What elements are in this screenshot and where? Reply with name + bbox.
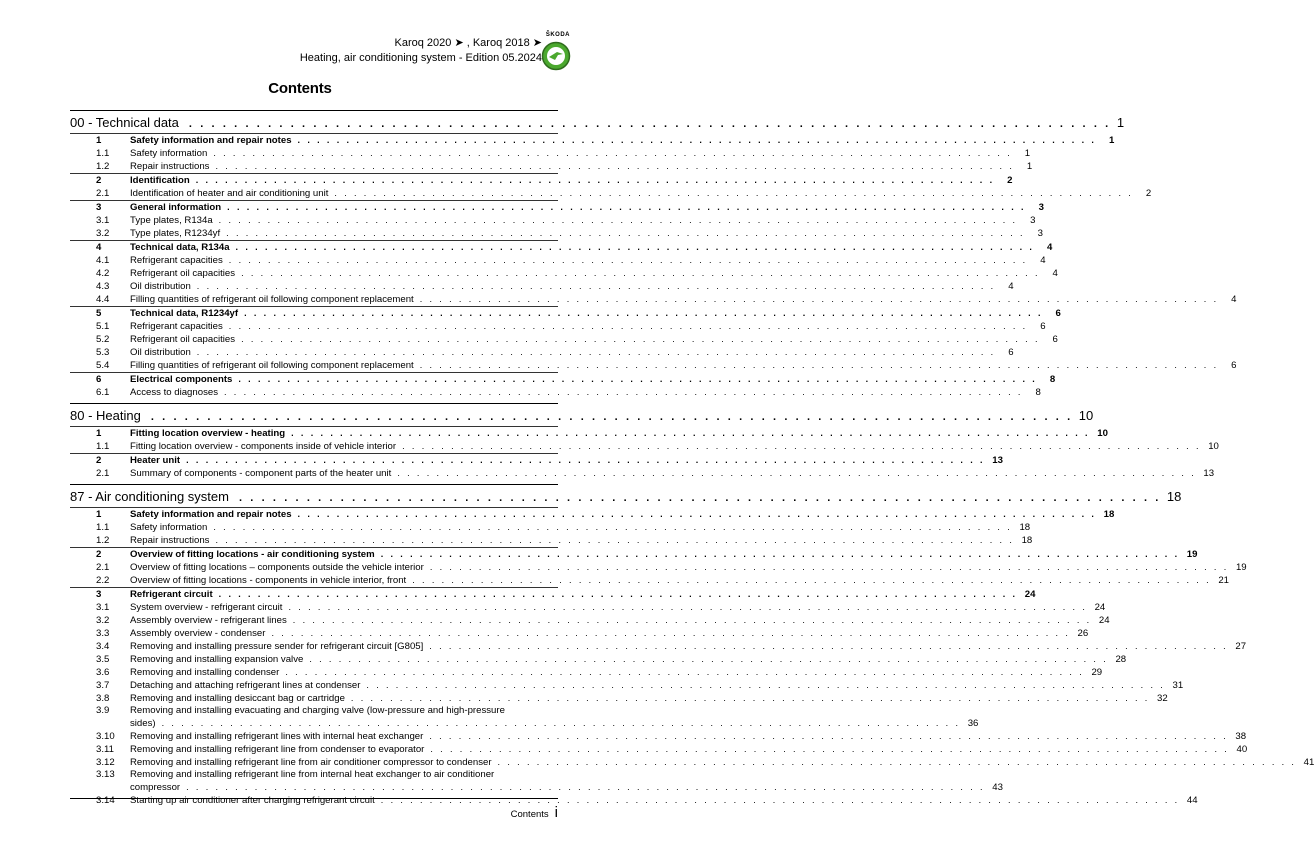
subsection-number: 3.7 [96, 680, 110, 691]
subsection-number: 1.1 [96, 522, 110, 533]
subsection-title: Refrigerant capacities [130, 255, 223, 266]
subsection-title-wrap [130, 769, 1003, 794]
leader-dots: . . . . . . . . . . . . . . . . . . . . . . . . . . . . . . . . . . . . . . . . . . . . . . . . . . . . . . . . . . . . . . . . . . . . . . . . . . . . . . . . . . [292, 615, 1092, 625]
subsection-number: 3.14 [96, 795, 115, 806]
leader-dots: . . . . . . . . . . . . . . . . . . . . . . . . . . . . . . . . . . . . . . . . . . . . . . . . . . . . . . . . . . . . . . . . . . . . . . . . . . . . . . . . . . [235, 242, 1035, 252]
section-title: Overview of fitting locations - air conditioning system [130, 549, 375, 560]
toc-subsection[interactable] [70, 187, 1152, 200]
footer-label: Contents [510, 809, 549, 820]
subsection-number: 2.1 [96, 468, 110, 479]
subsection-title: Overview of fitting locations - components in vehicle interior, front [130, 575, 407, 586]
leader-dots: . . . . . . . . . . . . . . . . . . . . . . . . . . . . . . . . . . . . . . . . . . . . . . . . . . . . . . . . . . . . . . . . . . . . . . . . . . . . . . . . . . [215, 161, 1015, 171]
subsection-page: 4 [1008, 281, 1014, 292]
section-number: 2 [96, 549, 102, 560]
subsection-title: Access to diagnoses [130, 387, 218, 398]
section-page: 8 [1049, 374, 1056, 385]
section-page: 24 [1024, 589, 1036, 600]
section-number: 2 [96, 175, 102, 186]
subsection-title-continuation: compressor [130, 782, 181, 793]
toc-subsection[interactable] [70, 769, 1003, 794]
subsection-page: 38 [1235, 731, 1247, 742]
toc-section[interactable] [70, 306, 1061, 320]
subsection-number: 3.4 [96, 641, 110, 652]
subsection-number: 3.2 [96, 228, 110, 239]
subsection-title: Repair instructions [130, 161, 210, 172]
leader-dots: . . . . . . . . . . . . . . . . . . . . . . . . . . . . . . . . . . . . . . . . . . . . . . . . . . . . . . . . . . . . . . . . . . . . . . . . . . . . . . . . . . [430, 744, 1230, 754]
chapter-title: 80 - Heating [70, 408, 141, 423]
leader-dots: . . . . . . . . . . . . . . . . . . . . . . . . . . . . . . . . . . . . . . . . . . . . . . . . . . . . . . . . . . . . . . . . . . . . . . . . . . . . . . . . . . [380, 795, 1180, 805]
subsection-number: 1.2 [96, 535, 110, 546]
leader-dots: . . . . . . . . . . . . . . . . . . . . . . . . . . . . . . . . . . . . . . . . . . . . . . . . . . . . . . . . . . . . . . . . . . . . . . . . . . . . . . . . . . [228, 321, 1028, 331]
subsection-number: 4.4 [96, 294, 110, 305]
subsection-page: 10 [1208, 441, 1219, 452]
section-number: 4 [96, 242, 102, 253]
section-title: Fitting location overview - heating [130, 428, 286, 439]
subsection-title: Fitting location overview - components inside of vehicle interior [130, 441, 397, 452]
subsection-title: System overview - refrigerant circuit [130, 602, 283, 613]
section-number: 1 [96, 135, 102, 146]
skoda-logo [540, 32, 572, 72]
subsection-page: 4 [1052, 268, 1058, 279]
subsection-number: 6.1 [96, 387, 110, 398]
subsection-number: 3.6 [96, 667, 110, 678]
subsection-title: Safety information [130, 148, 208, 159]
subsection-page: 40 [1236, 744, 1248, 755]
leader-dots: . . . . . . . . . . . . . . . . . . . . . . . . . . . . . . . . . . . . . . . . . . . . . . . . . . . . . . . . . . . . . . . . . . . . . . . . . . . . . . . . . . [429, 562, 1229, 572]
leader-dots: . . . . . . . . . . . . . . . . . . . . . . . . . . . . . . . . . . . . . . . . . . . . . . . . . . . . . . . . . . . . . . . . . . . . . . . . . . . . . . . . . . [228, 255, 1028, 265]
section-number: 2 [96, 455, 102, 466]
brand-wordmark: ŠKODA [545, 32, 570, 38]
toc-subsection[interactable] [70, 160, 1033, 173]
subsection-page: 27 [1235, 641, 1247, 652]
section-number: 6 [96, 374, 102, 385]
toc-subsection[interactable] [70, 227, 1043, 240]
subsection-number: 1.1 [96, 148, 110, 159]
chapter-title: 87 - Air conditioning system [70, 489, 229, 504]
toc-subsection[interactable] [70, 794, 1198, 807]
leader-dots: . . . . . . . . . . . . . . . . . . . . . . . . . . . . . . . . . . . . . . . . . . . . . . . . . . . . . . . . . . . . . . . . . . . . . . . . . . . . . . . . . . [366, 680, 1166, 690]
toc-section[interactable] [70, 372, 1056, 386]
subsection-number: 3.10 [96, 731, 115, 742]
subsection-number: 3.8 [96, 693, 110, 704]
subsection-number: 3.13 [96, 769, 115, 780]
table-of-contents [70, 110, 1314, 811]
subsection-page: 1 [1024, 148, 1031, 159]
toc-section[interactable] [70, 133, 1115, 147]
subsection-page: 41 [1303, 757, 1314, 768]
toc-subsection[interactable] [70, 574, 1229, 587]
footer-page-number: i [554, 804, 558, 821]
subsection-page: 6 [1040, 321, 1046, 332]
section-title: Heater unit [130, 455, 181, 466]
toc-subsection[interactable] [70, 267, 1058, 280]
subsection-title: Starting up air conditioner after charging refrigerant circuit [130, 795, 375, 806]
subsection-page: 4 [1231, 294, 1237, 305]
leader-dots: . . . . . . . . . . . . . . . . . . . . . . . . . . . . . . . . . . . . . . . . . . . . . . . . . . . . . . . . . . . . . . . . . . . . . . . . . . . . . . . . . . [412, 575, 1211, 585]
footer-divider [70, 798, 558, 799]
subsection-page: 24 [1094, 602, 1106, 613]
subsection-title: Oil distribution [130, 347, 191, 358]
toc-subsection[interactable] [70, 561, 1247, 574]
subsection-title: Removing and installing pressure sender for refrigerant circuit [G805] [130, 641, 424, 652]
toc-section[interactable] [70, 547, 1198, 561]
subsection-number: 4.2 [96, 268, 110, 279]
section-title: Identification [130, 175, 190, 186]
section-title: Refrigerant circuit [130, 589, 213, 600]
subsection-number: 3.12 [96, 757, 115, 768]
leader-dots: . . . . . . . . . . . . . . . . . . . . . . . . . . . . . . . . . . . . . . . . . . . . . . . . . . . . . . . . . . . . . . . . . . . . . . . . . . . . . . . . . . [195, 175, 995, 185]
toc-subsection[interactable] [70, 743, 1248, 756]
toc-subsection[interactable] [70, 521, 1031, 534]
section-title: Technical data, R134a [130, 242, 230, 253]
subsection-title-continuation-row [130, 717, 978, 730]
leader-dots: . . . . . . . . . . . . . . . . . . . . . . . . . . . . . . . . . . . . . . . . . . . . . . . . . . . . . . . . . . . . . . . . . . . . . . . . . . . . . . . . . . [297, 509, 1097, 519]
document-header [300, 36, 542, 66]
subsection-page: 18 [1021, 535, 1033, 546]
leader-dots: . . . . . . . . . . . . . . . . . . . . . . . . . . . . . . . . . . . . . . . . . . . . . . . . . . . . . . . . . . . . . . . . . . . . . . . . . . . . . . . . . . [291, 428, 1090, 438]
subsection-title: Removing and installing evacuating and charging valve (low-pressure and high-pressure [130, 705, 505, 716]
header-model-line: Karoq 2020 ➤ , Karoq 2018 ➤ [394, 37, 542, 49]
leader-dots: . . . . . . . . . . . . . . . . . . . . . . . . . . . . . . . . . . . . . . . . . . . . . . . . . . . . . . . . . . . . . . . . . . . . . . . . . . . . . . . . . . [227, 202, 1026, 212]
subsection-title: Detaching and attaching refrigerant lines at condenser [130, 680, 361, 691]
subsection-page: 32 [1157, 693, 1168, 704]
section-page: 19 [1186, 549, 1198, 560]
leader-dots: . . . . . . . . . . . . . . . . . . . . . . . . . . . . . . . . . . . . . . . . . . . . . . . . . . . . . . . . . . . . . . . . . . . . . . . . . . . . . . . . . . [188, 118, 1111, 130]
toc-subsection[interactable] [70, 627, 1089, 640]
leader-dots: . . . . . . . . . . . . . . . . . . . . . . . . . . . . . . . . . . . . . . . . . . . . . . . . . . . . . . . . . . . . . . . . . . . . . . . . . . . . . . . . . . [186, 782, 985, 792]
subsection-number: 1.1 [96, 441, 110, 452]
skoda-arrow-icon [541, 41, 571, 71]
leader-dots: . . . . . . . . . . . . . . . . . . . . . . . . . . . . . . . . . . . . . . . . . . . . . . . . . . . . . . . . . . . . . . . . . . . . . . . . . . . . . . . . . . [419, 360, 1219, 370]
leader-dots: . . . . . . . . . . . . . . . . . . . . . . . . . . . . . . . . . . . . . . . . . . . . . . . . . . . . . . . . . . . . . . . . . . . . . . . . . . . . . . . . . . [238, 492, 1161, 504]
subsection-title: Filling quantities of refrigerant oil following component replacement [130, 294, 414, 305]
leader-dots: . . . . . . . . . . . . . . . . . . . . . . . . . . . . . . . . . . . . . . . . . . . . . . . . . . . . . . . . . . . . . . . . . . . . . . . . . . . . . . . . . . [213, 522, 1013, 532]
leader-dots: . . . . . . . . . . . . . . . . . . . . . . . . . . . . . . . . . . . . . . . . . . . . . . . . . . . . . . . . . . . . . . . . . . . . . . . . . . . . . . . . . . [297, 135, 1097, 145]
toc-subsection[interactable] [70, 666, 1103, 679]
toc-chapter[interactable] [70, 403, 1094, 423]
subsection-page: 44 [1186, 795, 1198, 806]
section-number: 5 [96, 308, 102, 319]
leader-dots: . . . . . . . . . . . . . . . . . . . . . . . . . . . . . . . . . . . . . . . . . . . . . . . . . . . . . . . . . . . . . . . . . . . . . . . . . . . . . . . . . . [215, 535, 1015, 545]
subsection-page: 29 [1091, 667, 1103, 678]
leader-dots: . . . . . . . . . . . . . . . . . . . . . . . . . . . . . . . . . . . . . . . . . . . . . . . . . . . . . . . . . . . . . . . . . . . . . . . . . . . . . . . . . . [350, 693, 1150, 703]
toc-section[interactable] [70, 426, 1108, 440]
subsection-number: 5.3 [96, 347, 110, 358]
toc-subsection[interactable] [70, 320, 1046, 333]
section-number: 1 [96, 509, 102, 520]
leader-dots: . . . . . . . . . . . . . . . . . . . . . . . . . . . . . . . . . . . . . . . . . . . . . . . . . . . . . . . . . . . . . . . . . . . . . . . . . . . . . . . . . . [429, 641, 1229, 651]
subsection-title: Type plates, R1234yf [130, 228, 221, 239]
chapter-page: 18 [1166, 489, 1182, 504]
section-page: 10 [1097, 428, 1108, 439]
subsection-page: 21 [1218, 575, 1229, 586]
subsection-page: 26 [1077, 628, 1089, 639]
subsection-number: 2.1 [96, 562, 110, 573]
section-title: Electrical components [130, 374, 233, 385]
section-title: General information [130, 202, 222, 213]
leader-dots: . . . . . . . . . . . . . . . . . . . . . . . . . . . . . . . . . . . . . . . . . . . . . . . . . . . . . . . . . . . . . . . . . . . . . . . . . . . . . . . . . . [309, 654, 1109, 664]
page-title: Contents [268, 80, 332, 97]
section-page: 3 [1038, 202, 1044, 213]
toc-subsection[interactable] [70, 333, 1058, 346]
toc-subsection[interactable] [70, 386, 1041, 399]
subsection-number: 2.2 [96, 575, 110, 586]
subsection-number: 2.1 [96, 188, 110, 199]
toc-section[interactable] [70, 453, 1003, 467]
subsection-title-wrap [130, 705, 978, 730]
toc-subsection[interactable] [70, 359, 1237, 372]
subsection-title: Refrigerant oil capacities [130, 268, 236, 279]
subsection-title-continuation-row [130, 781, 1003, 794]
subsection-title: Removing and installing refrigerant line from air conditioner compressor to condenser [130, 757, 492, 768]
toc-subsection[interactable] [70, 214, 1036, 227]
toc-subsection[interactable] [70, 147, 1031, 160]
subsection-number: 1.2 [96, 161, 110, 172]
leader-dots: . . . . . . . . . . . . . . . . . . . . . . . . . . . . . . . . . . . . . . . . . . . . . . . . . . . . . . . . . . . . . . . . . . . . . . . . . . . . . . . . . . [397, 468, 1197, 478]
chapter-title: 00 - Technical data [70, 115, 179, 130]
subsection-page: 2 [1145, 188, 1152, 199]
toc-subsection[interactable] [70, 534, 1033, 547]
section-page: 6 [1055, 308, 1061, 319]
section-number: 3 [96, 202, 102, 213]
toc-subsection[interactable] [70, 467, 1215, 480]
subsection-title: Removing and installing expansion valve [130, 654, 304, 665]
subsection-page: 28 [1115, 654, 1127, 665]
subsection-page: 18 [1019, 522, 1031, 533]
subsection-title: Overview of fitting locations – components outside the vehicle interior [130, 562, 424, 573]
section-page: 18 [1103, 509, 1115, 520]
subsection-page: 1 [1026, 161, 1033, 172]
subsection-title: Removing and installing refrigerant line from condenser to evaporator [130, 744, 425, 755]
subsection-page: 6 [1052, 334, 1058, 345]
leader-dots: . . . . . . . . . . . . . . . . . . . . . . . . . . . . . . . . . . . . . . . . . . . . . . . . . . . . . . . . . . . . . . . . . . . . . . . . . . . . . . . . . . [334, 188, 1134, 198]
subsection-page: 3 [1037, 228, 1043, 239]
subsection-title: Assembly overview - condenser [130, 628, 266, 639]
section-page: 1 [1108, 135, 1115, 146]
subsection-title: Repair instructions [130, 535, 210, 546]
chapter-page: 10 [1078, 408, 1094, 423]
subsection-page: 3 [1030, 215, 1036, 226]
subsection-number: 3.3 [96, 628, 110, 639]
toc-section[interactable] [70, 240, 1053, 254]
subsection-number: 3.1 [96, 215, 110, 226]
toc-section[interactable] [70, 173, 1013, 187]
toc-subsection[interactable] [70, 653, 1127, 666]
toc-subsection[interactable] [70, 730, 1247, 743]
toc-subsection[interactable] [70, 440, 1219, 453]
leader-dots: . . . . . . . . . . . . . . . . . . . . . . . . . . . . . . . . . . . . . . . . . . . . . . . . . . . . . . . . . . . . . . . . . . . . . . . . . . . . . . . . . . [218, 589, 1018, 599]
subsection-number: 4.3 [96, 281, 110, 292]
subsection-number: 3.9 [96, 705, 110, 716]
subsection-page: 13 [1203, 468, 1215, 479]
chapter-spacer [70, 807, 558, 811]
toc-subsection[interactable] [70, 756, 1314, 769]
subsection-page: 8 [1035, 387, 1041, 398]
subsection-page: 36 [967, 718, 979, 729]
subsection-number: 4.1 [96, 255, 110, 266]
chapter-page: 1 [1116, 115, 1125, 130]
toc-section[interactable] [70, 507, 1115, 521]
section-title: Safety information and repair notes [130, 135, 292, 146]
section-title: Technical data, R1234yf [130, 308, 239, 319]
section-page: 4 [1046, 242, 1053, 253]
subsection-title: Removing and installing refrigerant lines with internal heat exchanger [130, 731, 424, 742]
toc-subsection[interactable] [70, 280, 1014, 293]
toc-subsection[interactable] [70, 705, 979, 730]
toc-section[interactable] [70, 200, 1044, 214]
header-manual-line: Heating, air conditioning system - Edition 05.2024 [299, 52, 542, 64]
toc-subsection[interactable] [70, 692, 1168, 705]
subsection-title: Safety information [130, 522, 208, 533]
toc-subsection[interactable] [70, 293, 1237, 306]
leader-dots: . . . . . . . . . . . . . . . . . . . . . . . . . . . . . . . . . . . . . . . . . . . . . . . . . . . . . . . . . . . . . . . . . . . . . . . . . . . . . . . . . . [226, 228, 1025, 238]
subsection-number: 5.4 [96, 360, 110, 371]
toc-subsection[interactable] [70, 346, 1014, 359]
leader-dots: . . . . . . . . . . . . . . . . . . . . . . . . . . . . . . . . . . . . . . . . . . . . . . . . . . . . . . . . . . . . . . . . . . . . . . . . . . . . . . . . . . [161, 718, 961, 728]
page-footer [511, 804, 558, 821]
subsection-page: 6 [1231, 360, 1237, 371]
toc-subsection[interactable] [70, 614, 1110, 627]
subsection-number: 3.1 [96, 602, 110, 613]
toc-subsection[interactable] [70, 254, 1046, 267]
leader-dots: . . . . . . . . . . . . . . . . . . . . . . . . . . . . . . . . . . . . . . . . . . . . . . . . . . . . . . . . . . . . . . . . . . . . . . . . . . . . . . . . . . [288, 602, 1088, 612]
subsection-title: Refrigerant oil capacities [130, 334, 236, 345]
subsection-title: Filling quantities of refrigerant oil following component replacement [130, 360, 414, 371]
section-page: 13 [992, 455, 1003, 466]
section-number: 3 [96, 589, 102, 600]
subsection-page: 31 [1172, 680, 1184, 691]
subsection-number: 3.5 [96, 654, 110, 665]
toc-subsection[interactable] [70, 679, 1184, 692]
subsection-title: Summary of components - component parts of the heater unit [130, 468, 392, 479]
subsection-number: 5.2 [96, 334, 110, 345]
leader-dots: . . . . . . . . . . . . . . . . . . . . . . . . . . . . . . . . . . . . . . . . . . . . . . . . . . . . . . . . . . . . . . . . . . . . . . . . . . . . . . . . . . [285, 667, 1085, 677]
leader-dots: . . . . . . . . . . . . . . . . . . . . . . . . . . . . . . . . . . . . . . . . . . . . . . . . . . . . . . . . . . . . . . . . . . . . . . . . . . . . . . . . . . [419, 294, 1219, 304]
subsection-number: 3.2 [96, 615, 110, 626]
leader-dots: . . . . . . . . . . . . . . . . . . . . . . . . . . . . . . . . . . . . . . . . . . . . . . . . . . . . . . . . . . . . . . . . . . . . . . . . . . . . . . . . . . [224, 387, 1023, 397]
section-page: 2 [1007, 175, 1013, 186]
subsection-page: 4 [1040, 255, 1046, 266]
toc-chapter[interactable] [70, 484, 1182, 504]
leader-dots: . . . . . . . . . . . . . . . . . . . . . . . . . . . . . . . . . . . . . . . . . . . . . . . . . . . . . . . . . . . . . . . . . . . . . . . . . . . . . . . . . . [429, 731, 1229, 741]
subsection-page: 24 [1098, 615, 1110, 626]
leader-dots: . . . . . . . . . . . . . . . . . . . . . . . . . . . . . . . . . . . . . . . . . . . . . . . . . . . . . . . . . . . . . . . . . . . . . . . . . . . . . . . . . . [241, 334, 1040, 344]
subsection-title: Oil distribution [130, 281, 191, 292]
leader-dots: . . . . . . . . . . . . . . . . . . . . . . . . . . . . . . . . . . . . . . . . . . . . . . . . . . . . . . . . . . . . . . . . . . . . . . . . . . . . . . . . . . [196, 347, 996, 357]
leader-dots: . . . . . . . . . . . . . . . . . . . . . . . . . . . . . . . . . . . . . . . . . . . . . . . . . . . . . . . . . . . . . . . . . . . . . . . . . . . . . . . . . . [402, 441, 1201, 451]
leader-dots: . . . . . . . . . . . . . . . . . . . . . . . . . . . . . . . . . . . . . . . . . . . . . . . . . . . . . . . . . . . . . . . . . . . . . . . . . . . . . . . . . . [213, 148, 1013, 158]
leader-dots: . . . . . . . . . . . . . . . . . . . . . . . . . . . . . . . . . . . . . . . . . . . . . . . . . . . . . . . . . . . . . . . . . . . . . . . . . . . . . . . . . . [186, 455, 985, 465]
subsection-title: Identification of heater and air conditioning unit [130, 188, 329, 199]
subsection-title: Removing and installing condenser [130, 667, 280, 678]
subsection-number: 3.11 [96, 744, 114, 755]
subsection-number: 5.1 [96, 321, 110, 332]
subsection-title: Removing and installing refrigerant line from internal heat exchanger to air conditioner [130, 769, 495, 780]
leader-dots: . . . . . . . . . . . . . . . . . . . . . . . . . . . . . . . . . . . . . . . . . . . . . . . . . . . . . . . . . . . . . . . . . . . . . . . . . . . . . . . . . . [380, 549, 1180, 559]
toc-chapter[interactable] [70, 110, 1125, 130]
subsection-title: Type plates, R134a [130, 215, 213, 226]
subsection-page: 6 [1008, 347, 1014, 358]
subsection-page: 43 [992, 782, 1003, 793]
toc-section[interactable] [70, 587, 1036, 601]
subsection-title: Assembly overview - refrigerant lines [130, 615, 287, 626]
leader-dots: . . . . . . . . . . . . . . . . . . . . . . . . . . . . . . . . . . . . . . . . . . . . . . . . . . . . . . . . . . . . . . . . . . . . . . . . . . . . . . . . . . [150, 411, 1073, 423]
leader-dots: . . . . . . . . . . . . . . . . . . . . . . . . . . . . . . . . . . . . . . . . . . . . . . . . . . . . . . . . . . . . . . . . . . . . . . . . . . . . . . . . . . [271, 628, 1071, 638]
subsection-title: Removing and installing desiccant bag or cartridge [130, 693, 345, 704]
leader-dots: . . . . . . . . . . . . . . . . . . . . . . . . . . . . . . . . . . . . . . . . . . . . . . . . . . . . . . . . . . . . . . . . . . . . . . . . . . . . . . . . . . [241, 268, 1040, 278]
leader-dots: . . . . . . . . . . . . . . . . . . . . . . . . . . . . . . . . . . . . . . . . . . . . . . . . . . . . . . . . . . . . . . . . . . . . . . . . . . . . . . . . . . [497, 757, 1297, 767]
section-number: 1 [96, 428, 102, 439]
leader-dots: . . . . . . . . . . . . . . . . . . . . . . . . . . . . . . . . . . . . . . . . . . . . . . . . . . . . . . . . . . . . . . . . . . . . . . . . . . . . . . . . . . [218, 215, 1018, 225]
leader-dots: . . . . . . . . . . . . . . . . . . . . . . . . . . . . . . . . . . . . . . . . . . . . . . . . . . . . . . . . . . . . . . . . . . . . . . . . . . . . . . . . . . [238, 374, 1038, 384]
leader-dots: . . . . . . . . . . . . . . . . . . . . . . . . . . . . . . . . . . . . . . . . . . . . . . . . . . . . . . . . . . . . . . . . . . . . . . . . . . . . . . . . . . [244, 308, 1043, 318]
subsection-title: Refrigerant capacities [130, 321, 223, 332]
toc-subsection[interactable] [70, 601, 1106, 614]
subsection-title-continuation: sides) [130, 718, 156, 729]
leader-dots: . . . . . . . . . . . . . . . . . . . . . . . . . . . . . . . . . . . . . . . . . . . . . . . . . . . . . . . . . . . . . . . . . . . . . . . . . . . . . . . . . . [196, 281, 996, 291]
subsection-page: 19 [1235, 562, 1247, 573]
toc-subsection[interactable] [70, 640, 1247, 653]
section-title: Safety information and repair notes [130, 509, 292, 520]
